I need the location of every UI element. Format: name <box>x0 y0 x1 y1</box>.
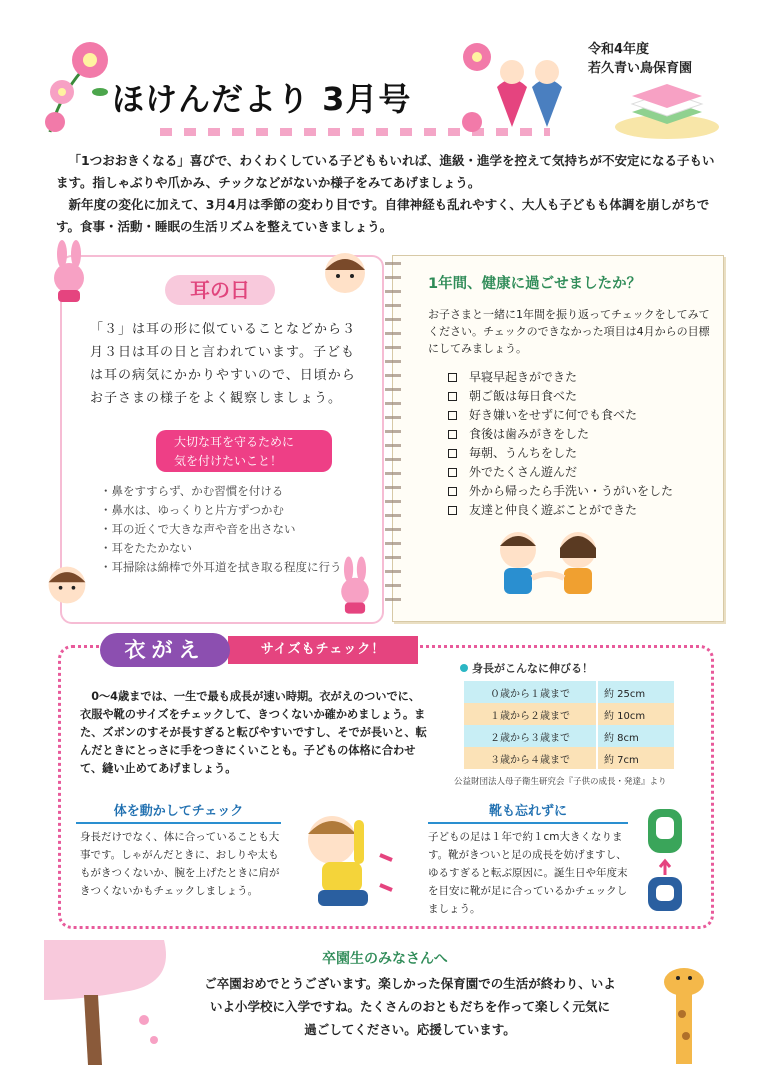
checklist-label: 食後は歯みがきをした <box>469 427 590 441</box>
checklist-label: 早寝早起きができた <box>469 370 578 384</box>
body-check-text: 身長だけでなく、体に合っていることも大事です。しゃがんだときに、おしりや太ももがきつくないか、腕を上げたときに肩がきつくないかもチェックしましょう。 <box>80 831 280 897</box>
table-row <box>464 703 674 725</box>
ear-day-title: 耳の日 <box>165 275 275 305</box>
intro-text <box>56 150 726 238</box>
nursery-name: 若久青い鳥保育園 <box>588 61 693 76</box>
checklist-label: 好き嫌いをせずに何でも食べた <box>469 408 638 422</box>
source-citation: 公益財団法人母子衛生研究会『子供の成長・発達』より <box>454 777 667 787</box>
value-cell: 約 8cm <box>597 725 674 747</box>
ear-care-badge <box>156 430 332 472</box>
checklist-label: 友達と仲良く遊ぶことができた <box>469 503 638 517</box>
body-check-title: 体を動かしてチェック <box>76 800 281 824</box>
value-cell: 約 10cm <box>597 703 674 725</box>
list-item: ・ 耳をたたかない <box>100 539 362 558</box>
checklist-item[interactable] <box>448 387 673 406</box>
clothing-change-body <box>80 688 430 778</box>
table-row <box>464 725 674 747</box>
badge-line: 気を付けたいこと！ <box>174 454 283 468</box>
height-growth-table <box>464 681 674 769</box>
flower-decoration-left <box>40 32 120 142</box>
graduates-title: 卒園生のみなさんへ <box>322 951 448 967</box>
boy-face-icon <box>44 562 90 608</box>
fiscal-year: 令和4年度 <box>588 42 650 57</box>
shoes-title: 靴も忘れずに <box>428 800 628 824</box>
message-line: いよ小学校に入学ですね。たくさんのおともだちを作って楽しく元気に <box>209 999 610 1014</box>
checkbox-icon[interactable] <box>448 506 457 515</box>
checklist-item[interactable] <box>448 425 673 444</box>
health-check-title: 1年間、健康に過ごせましたか？ <box>428 276 642 292</box>
clothing-change-title: 衣がえ <box>100 633 230 667</box>
checklist-label: 外でたくさん遊んだ <box>469 465 578 479</box>
height-growth-heading <box>460 660 593 676</box>
clothing-change-text: 0～4歳までは、一生で最も成長が速い時期。衣がえのついでに、衣服や靴のサイズをチェックして、きつくないか確かめましょう。また、ズボンのすそが長すぎると転びやすいですし、そでが長いと、転んだときにとっさに手をつきにくいことも。子どもの体格に合わせて、縫い止めてあげましょう。 <box>80 690 427 775</box>
age-cell: １歳から２歳まで <box>464 703 597 725</box>
checklist-item[interactable] <box>448 463 673 482</box>
health-checklist <box>448 368 673 520</box>
table-row <box>464 747 674 769</box>
badge-line: 大切な耳を守るために <box>174 435 295 449</box>
checklist-label: 朝ご飯は毎日食べた <box>469 389 578 403</box>
list-item: ・ 鼻をすすらず、かむ習慣を付ける <box>100 482 362 501</box>
checkbox-icon[interactable] <box>448 373 457 382</box>
list-item: ・ 耳の近くで大きな声や音を出さない <box>100 520 362 539</box>
shoes-icon <box>640 805 690 915</box>
shoes-text: 子どもの足は１年で約１cm大きくなります。靴がきついと足の成長を妨げますし、ゆるすぎると転ぶ原因に。誕生日や年度末を目安に靴が足に合っているかチェックしましょう。 <box>428 831 628 915</box>
health-check-intro: お子さまと一緒に1年間を振り返ってチェックをしてみてください。チェックのできなかった項目は4月からの目標にしてみましょう。 <box>428 308 710 355</box>
graduates-message <box>180 972 640 1041</box>
message-line: ご卒園おめでとうございます。楽しかった保育園での生活が終わり、いよ <box>204 976 616 991</box>
ear-tips-list <box>100 482 362 577</box>
checklist-item[interactable] <box>448 501 673 520</box>
intro-paragraph: 「1つおおきくなる」喜びで、わくわくしている子どももいれば、進級・進学を控えて気持ちが不安定になる子もいます。指しゃぶりや爪かみ、チックなどがないか様子をみてあげましょう。 <box>56 153 715 190</box>
notebook-spiral <box>385 262 401 612</box>
intro-paragraph: 新年度の変化に加えて、3月4月は季節の変わり目です。自律神経も乱れやすく、大人も子どもも体調を崩しがちです。食事・活動・睡眠の生活リズムを整えていきましょう。 <box>56 197 710 234</box>
list-item: ・ 鼻水は、ゆっくりと片方ずつかむ <box>100 501 362 520</box>
rabbit-icon <box>44 240 94 304</box>
boy-face-icon <box>320 248 370 298</box>
checkbox-icon[interactable] <box>448 392 457 401</box>
rabbit-icon <box>332 556 378 616</box>
ear-day-body: 「３」は耳の形に似ていることなどから３月３日は耳の日と言われています。子どもは耳の病気にかかりやすいので、日頃からお子さまの様子をよく観察しましょう。 <box>90 322 357 406</box>
message-line: 過ごしてください。応援しています。 <box>304 1022 516 1037</box>
checklist-item[interactable] <box>448 444 673 463</box>
checkbox-icon[interactable] <box>448 468 457 477</box>
hina-dolls-illustration <box>452 32 582 142</box>
checkbox-icon[interactable] <box>448 487 457 496</box>
hishimochi-illustration <box>612 72 722 142</box>
checkbox-icon[interactable] <box>448 449 457 458</box>
children-holding-hands-illustration <box>468 522 628 602</box>
checklist-label: 外から帰ったら手洗い・うがいをした <box>469 484 674 498</box>
cherry-blossom-tree-illustration <box>44 940 174 1065</box>
age-cell: ３歳から４歳まで <box>464 747 597 769</box>
checkbox-icon[interactable] <box>448 430 457 439</box>
list-item: ・ 耳掃除は綿棒で外耳道を拭き取る程度に行う <box>100 558 362 577</box>
clothing-change-subtitle: サイズもチェック！ <box>228 636 418 664</box>
age-cell: ２歳から３歳まで <box>464 725 597 747</box>
checklist-item[interactable] <box>448 368 673 387</box>
value-cell: 約 7cm <box>597 747 674 769</box>
checkbox-icon[interactable] <box>448 411 457 420</box>
age-cell: ０歳から１歳まで <box>464 681 597 703</box>
value-cell: 約 25cm <box>597 681 674 703</box>
giraffe-illustration <box>646 964 722 1064</box>
bullet-icon <box>460 664 468 672</box>
child-stretching-illustration <box>292 800 402 912</box>
table-row <box>464 681 674 703</box>
checklist-label: 毎朝、うんちをした <box>469 446 578 460</box>
checklist-item[interactable] <box>448 482 673 501</box>
page-title: ほけんだより 3月号 <box>112 80 412 118</box>
checklist-item[interactable] <box>448 406 673 425</box>
height-growth-title: 身長がこんなに伸びる！ <box>472 662 593 675</box>
